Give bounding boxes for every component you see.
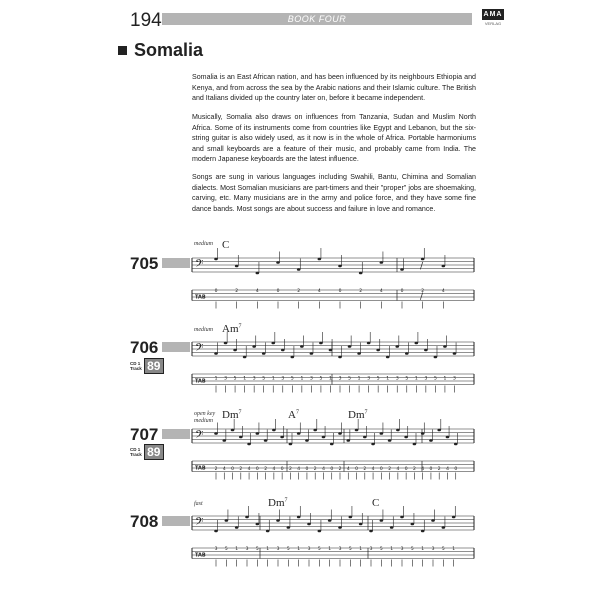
- cd-track-badge: [130, 444, 164, 460]
- tab-fret-number: 4: [371, 466, 375, 472]
- tab-fret-number: 0: [429, 466, 433, 472]
- tab-fret-number: 2: [359, 288, 363, 294]
- tab-fret-number: 2: [264, 466, 268, 472]
- logo-mark: AMA: [483, 11, 503, 18]
- tab-fret-number: 4: [346, 466, 350, 472]
- paragraph-2: Musically, Somalia also draws on influences from Tanzania, Sudan and Muslim North Africa. Some of its instruments come from countries like Egypt and Lebanon, but the six-string guitar is also widely used, as it now is in the whole of Africa. Portable harmoniums and small keyboards are a feature of their music, and probably came from India. The modern Japanese keyboards are the latest influence.: [192, 113, 476, 163]
- music-system-706: [192, 338, 474, 398]
- tab-fret-number: 4: [396, 466, 400, 472]
- tab-fret-number: 2: [297, 288, 301, 294]
- tab-fret-number: 4: [379, 288, 383, 294]
- paragraph-3: Songs are sung in various languages including Swahili, Bantu, Chimina and Somalian dialects. Most Somalian musicians are part-timers and their "proper" jobs are shoemaking, carving, etc. Many musicians are in the army and police force, and they have some fine dance bands. Most songs are about success and failure in love and romance.: [192, 173, 476, 213]
- tab-clef-icon: TAB: [195, 378, 206, 385]
- note-head: [214, 258, 218, 261]
- tab-fret-number: 3: [395, 376, 399, 382]
- note-head: [434, 356, 438, 359]
- paragraph-1: Somalia is an East African nation, and has been influenced by its neighbours Ethiopia and Kenya, and from across the sea by the Arabic nations and their Islamic culture. The British and Italians divided up the country later on, before it became independent.: [192, 73, 476, 102]
- note-head: [442, 526, 446, 529]
- note-head: [256, 272, 260, 275]
- tempo-marking: medium: [194, 327, 213, 333]
- tab-fret-number: 0: [379, 466, 383, 472]
- tab-fret-number: 5: [348, 376, 352, 382]
- note-head: [318, 530, 322, 533]
- note-head: [371, 443, 375, 446]
- note-head: [305, 439, 309, 442]
- chord-symbol: Am$^7$: [222, 323, 242, 335]
- tab-fret-number: 3: [214, 546, 218, 552]
- tab-fret-number: 2: [388, 466, 392, 472]
- note-head: [380, 432, 384, 435]
- repeat-measure-icon: ∕: [420, 261, 424, 272]
- note-head: [224, 342, 228, 345]
- tab-fret-number: 3: [338, 546, 342, 552]
- tab-fret-number: 1: [357, 376, 361, 382]
- note-head: [376, 349, 380, 352]
- tab-fret-number: 1: [300, 376, 304, 382]
- note-head: [239, 436, 243, 439]
- tab-fret-number: 5: [290, 376, 294, 382]
- chord-symbol: $A^7$: [288, 409, 299, 421]
- tab-fret-number: 2: [421, 288, 425, 294]
- note-head: [262, 352, 266, 355]
- note-head: [256, 432, 260, 435]
- tab-fret-number: 4: [297, 466, 301, 472]
- note-head: [446, 436, 450, 439]
- tab-fret-number: 1: [414, 376, 418, 382]
- note-head: [355, 429, 359, 432]
- chord-symbol: C: [222, 239, 230, 251]
- tab-fret-number: 5: [410, 546, 414, 552]
- note-head: [413, 443, 417, 446]
- note-head: [390, 526, 394, 529]
- tab-fret-number: 1: [443, 376, 447, 382]
- note-head: [369, 530, 373, 533]
- note-head: [252, 345, 256, 348]
- cd-track-number: 89: [144, 444, 164, 460]
- cd-labels: CD 1 Track: [130, 361, 142, 371]
- tab-clef-icon: TAB: [195, 552, 206, 559]
- note-head: [452, 516, 456, 519]
- note-head: [256, 523, 260, 526]
- tab-fret-number: 0: [280, 466, 284, 472]
- example-number: 707: [130, 425, 159, 444]
- note-head: [453, 352, 457, 355]
- note-head: [214, 352, 218, 355]
- note-head: [454, 443, 458, 446]
- tab-fret-number: 3: [367, 376, 371, 382]
- tab-fret-number: 1: [421, 546, 425, 552]
- note-head: [313, 429, 317, 432]
- note-head: [266, 530, 270, 533]
- tab-fret-number: 0: [400, 288, 404, 294]
- note-head: [280, 436, 284, 439]
- tempo-marking: open key medium: [194, 411, 216, 424]
- tab-fret-number: 4: [272, 466, 276, 472]
- tab-fret-number: 5: [233, 376, 237, 382]
- bass-clef-icon: 𝄢: [195, 516, 204, 532]
- note-head: [329, 349, 333, 352]
- tab-fret-number: 5: [405, 376, 409, 382]
- tab-fret-number: 1: [452, 546, 456, 552]
- note-head: [291, 356, 295, 359]
- note-head: [245, 516, 249, 519]
- note-head: [272, 429, 276, 432]
- tab-clef-icon: TAB: [195, 294, 206, 301]
- note-head: [214, 432, 218, 435]
- note-head: [443, 345, 447, 348]
- note-head: [276, 261, 280, 264]
- note-head: [338, 356, 342, 359]
- tab-fret-number: 5: [376, 376, 380, 382]
- note-head: [243, 356, 247, 359]
- publisher-logo: [482, 9, 504, 27]
- tab-fret-number: 2: [235, 288, 239, 294]
- tab-fret-number: 5: [262, 376, 266, 382]
- tab-fret-number: 1: [329, 376, 332, 382]
- tab-fret-number: 2: [437, 466, 441, 472]
- tab-fret-number: 4: [446, 466, 449, 472]
- tab-fret-number: 5: [319, 376, 323, 382]
- example-number: 705: [130, 254, 159, 273]
- note-head: [338, 432, 342, 435]
- example-number: 708: [130, 512, 159, 531]
- tempo-marking: medium: [194, 241, 213, 247]
- note-head: [214, 530, 218, 533]
- note-head: [405, 352, 409, 355]
- note-head: [330, 443, 334, 446]
- note-head: [322, 436, 326, 439]
- tab-fret-number: 4: [247, 466, 251, 472]
- tab-fret-number: 3: [369, 546, 373, 552]
- tab-fret-number: 4: [317, 288, 321, 294]
- tab-fret-number: 3: [424, 376, 428, 382]
- note-head: [395, 345, 399, 348]
- note-head: [424, 349, 428, 352]
- section-title-text: Somalia: [134, 40, 204, 60]
- tab-fret-number: 0: [214, 288, 218, 294]
- tab-fret-number: 4: [441, 288, 445, 294]
- note-head: [380, 261, 384, 264]
- tab-fret-number: 4: [421, 466, 425, 472]
- chord-symbol: Dm$^7$: [348, 409, 368, 421]
- music-system-705: [192, 254, 474, 314]
- note-head: [233, 349, 237, 352]
- example-number-bar: [162, 258, 190, 268]
- example-number-bar: [162, 516, 190, 526]
- music-system-708: [192, 512, 474, 572]
- tab-fret-number: 2: [313, 466, 317, 472]
- note-head: [328, 519, 332, 522]
- tab-fret-number: 2: [338, 466, 342, 472]
- note-head: [297, 268, 301, 271]
- note-head: [415, 342, 419, 345]
- tab-fret-number: 0: [404, 466, 408, 472]
- tab-fret-number: 1: [359, 546, 363, 552]
- tab-fret-number: 0: [338, 288, 342, 294]
- note-head: [346, 439, 350, 442]
- tab-fret-number: 3: [224, 376, 228, 382]
- tab-fret-number: 3: [309, 376, 313, 382]
- tab-fret-number: 0: [330, 466, 334, 472]
- repeat-measure-icon: ∕: [420, 291, 424, 302]
- note-head: [363, 436, 367, 439]
- note-head: [338, 265, 342, 268]
- note-head: [367, 342, 371, 345]
- example-number: 706: [130, 338, 159, 357]
- note-head: [380, 519, 384, 522]
- tab-fret-number: 5: [441, 546, 445, 552]
- note-head: [400, 268, 404, 271]
- note-head: [300, 345, 304, 348]
- tab-fret-number: 0: [454, 466, 458, 472]
- note-head: [318, 258, 322, 261]
- note-head: [421, 258, 425, 261]
- note-head: [281, 349, 285, 352]
- tab-fret-number: 1: [214, 376, 218, 382]
- cd-track-number: 89: [144, 358, 164, 374]
- note-head: [437, 429, 441, 432]
- note-head: [421, 530, 425, 533]
- note-head: [348, 345, 352, 348]
- note-head: [310, 352, 314, 355]
- tab-fret-number: 1: [243, 376, 247, 382]
- chord-symbol: C: [372, 497, 380, 509]
- tempo-marking: fast: [194, 501, 203, 507]
- note-head: [247, 443, 251, 446]
- note-head: [349, 516, 353, 519]
- note-head: [319, 342, 323, 345]
- note-head: [264, 439, 268, 442]
- logo-subtitle: VERLAG: [484, 21, 502, 26]
- tab-fret-number: 0: [355, 466, 359, 472]
- note-head: [289, 443, 293, 446]
- music-system-707: [192, 425, 474, 485]
- chord-symbol: Dm$^7$: [222, 409, 242, 421]
- tab-fret-number: 3: [453, 376, 456, 382]
- tab-fret-number: 3: [252, 376, 256, 382]
- note-head: [400, 516, 404, 519]
- tab-fret-number: 1: [328, 546, 332, 552]
- note-head: [359, 272, 363, 275]
- note-head: [297, 516, 301, 519]
- page-number: 194: [130, 10, 162, 31]
- note-head: [297, 432, 301, 435]
- tab-fret-number: 0: [305, 466, 309, 472]
- tab-fret-number: 1: [266, 546, 270, 552]
- cd-track-badge: [130, 358, 164, 374]
- tab-fret-number: 4: [255, 288, 259, 294]
- tab-fret-number: 5: [255, 546, 259, 552]
- note-head: [235, 526, 239, 529]
- tab-fret-number: 5: [224, 546, 228, 552]
- bass-clef-icon: 𝄢: [195, 258, 204, 274]
- tab-fret-number: 2: [363, 466, 367, 472]
- note-head: [225, 519, 229, 522]
- tab-fret-number: 2: [239, 466, 243, 472]
- tab-fret-number: 5: [317, 546, 321, 552]
- note-head: [271, 342, 275, 345]
- tab-fret-number: 1: [271, 376, 275, 382]
- note-head: [276, 519, 280, 522]
- tab-fret-number: 1: [390, 546, 394, 552]
- tab-fret-number: 1: [297, 546, 301, 552]
- tab-fret-number: 0: [276, 288, 280, 294]
- note-head: [287, 526, 291, 529]
- tab-fret-number: 3: [245, 546, 249, 552]
- tab-fret-number: 1: [386, 376, 390, 382]
- note-head: [396, 429, 400, 432]
- tab-fret-number: 3: [281, 376, 285, 382]
- tab-fret-number: 0: [255, 466, 259, 472]
- bass-clef-icon: 𝄢: [195, 429, 204, 445]
- tab-clef-icon: TAB: [195, 465, 206, 472]
- note-head: [235, 265, 239, 268]
- tab-fret-number: 3: [400, 546, 404, 552]
- tab-fret-number: 5: [286, 546, 290, 552]
- example-number-bar: [162, 429, 190, 439]
- chord-symbol: Dm$^7$: [268, 497, 288, 509]
- tab-fret-number: 1: [235, 546, 239, 552]
- note-head: [388, 439, 392, 442]
- note-head: [359, 523, 363, 526]
- tab-fret-number: 2: [214, 466, 218, 472]
- cd-labels: CD 1 Track: [130, 447, 142, 457]
- tab-fret-number: 5: [433, 376, 437, 382]
- tab-fret-number: 4: [322, 466, 325, 472]
- tab-fret-number: 2: [289, 466, 292, 472]
- example-number-bar: [162, 342, 190, 352]
- note-head: [357, 352, 361, 355]
- tab-fret-number: 2: [413, 466, 416, 472]
- tab-fret-number: 3: [276, 546, 280, 552]
- tab-fret-number: 3: [338, 376, 342, 382]
- bass-clef-icon: 𝄢: [195, 342, 204, 358]
- note-head: [421, 432, 425, 435]
- tab-fret-number: 3: [307, 546, 311, 552]
- tab-fret-number: 5: [348, 546, 352, 552]
- note-head: [404, 436, 408, 439]
- note-head: [411, 523, 415, 526]
- note-head: [429, 439, 433, 442]
- tab-fret-number: 4: [222, 466, 226, 472]
- note-head: [431, 519, 435, 522]
- tab-fret-number: 0: [231, 466, 235, 472]
- note-head: [386, 356, 390, 359]
- tab-fret-number: 5: [379, 546, 383, 552]
- note-head: [307, 523, 311, 526]
- note-head: [231, 429, 235, 432]
- note-head: [442, 265, 446, 268]
- note-head: [338, 526, 342, 529]
- note-head: [222, 439, 226, 442]
- square-bullet-icon: [118, 46, 127, 55]
- running-title: BOOK FOUR: [162, 13, 472, 25]
- tab-fret-number: 3: [431, 546, 435, 552]
- section-title: [118, 40, 203, 61]
